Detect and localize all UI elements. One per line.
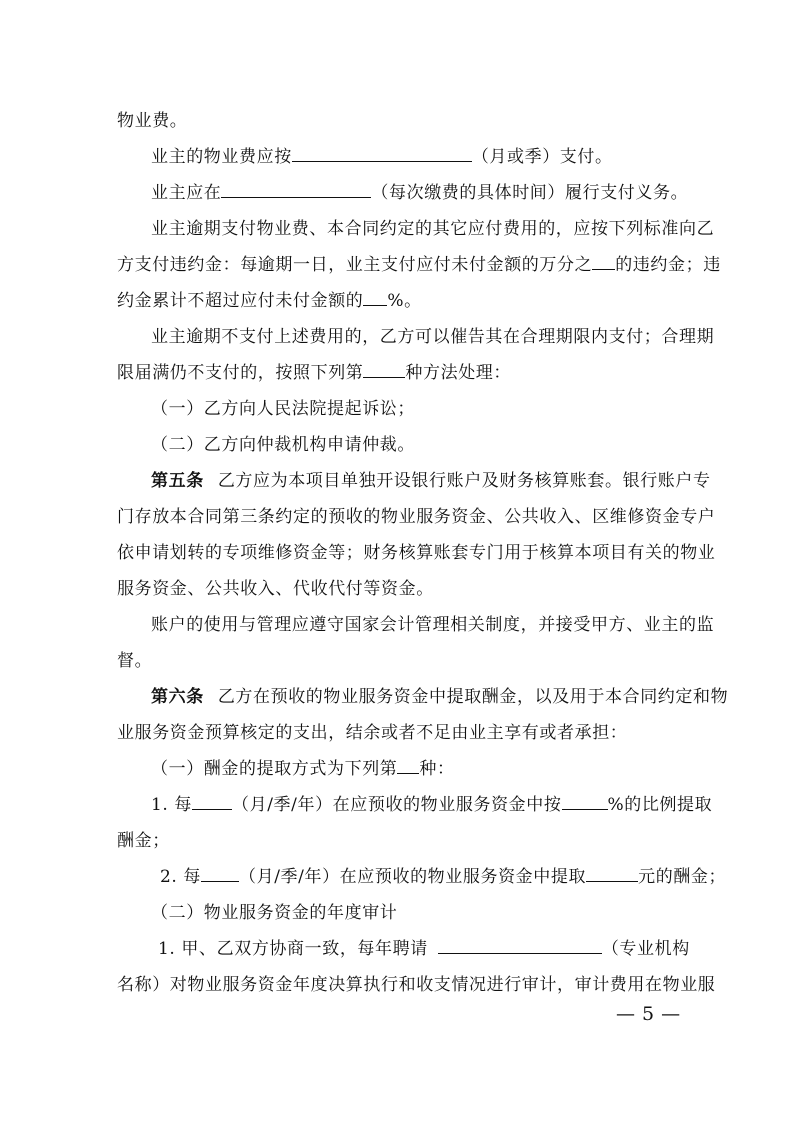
text-line: 名称）对物业服务资金年度决算执行和收支情况进行审计，审计费用在物业服 <box>117 975 716 995</box>
text-line: 1. 每 （月/季/年）在应预收的物业服务资金中按 %的比例提取 <box>151 795 713 815</box>
blank-field <box>192 794 232 810</box>
page-number: — 5 — <box>616 1003 681 1025</box>
text-line: 业主逾期不支付上述费用的，乙方可以催告其在合理期限内支付；合理期 <box>151 327 715 347</box>
blank-field <box>592 254 615 270</box>
text-line: 2. 每 （月/季/年）在应预收的物业服务资金中提取 元的酬金； <box>160 867 727 887</box>
text-line: 第五条 乙方应为本项目单独开设银行账户及财务核算账套。银行账户专 <box>151 471 711 491</box>
blank-field <box>397 758 419 774</box>
blank-field <box>292 146 472 162</box>
text-line: 业主应在 （每次缴费的具体时间）履行支付义务。 <box>151 183 689 203</box>
text-line: 酬金； <box>117 831 170 851</box>
text-line: 服务资金、公共收入、代收代付等资金。 <box>117 579 434 599</box>
text-line: （二）乙方向仲裁机构申请仲裁。 <box>151 435 415 455</box>
text-line: 约金累计不超过应付未付金额的 %。 <box>117 291 422 311</box>
blank-field <box>438 938 602 954</box>
blank-field <box>586 866 638 882</box>
text-line: 业服务资金预算核定的支出，结余或者不足由业主享有或者承担： <box>117 723 628 743</box>
text-line: 门存放本合同第三条约定的预收的物业服务资金、公共收入、区维修资金专户 <box>117 507 716 527</box>
blank-field <box>363 290 387 306</box>
text-line: 账户的使用与管理应遵守国家会计管理相关制度，并接受甲方、业主的监 <box>151 615 715 635</box>
text-line: 物业费。 <box>117 111 188 131</box>
text-line: 1. 甲、乙双方协商一致，每年聘请 （专业机构 <box>158 939 690 959</box>
text-line: 业主的物业费应按 （月或季）支付。 <box>151 147 613 167</box>
text-line: 方支付违约金：每逾期一日，业主支付应付未付金额的万分之 的违约金；违 <box>117 255 721 275</box>
text-line: 限届满仍不支付的，按照下列第 种方法处理： <box>117 363 512 383</box>
text-line: （二）物业服务资金的年度审计 <box>151 903 398 923</box>
article-heading: 第五条 <box>151 471 204 491</box>
blank-field <box>363 362 405 378</box>
blank-field <box>201 866 239 882</box>
text-line: 第六条 乙方在预收的物业服务资金中提取酬金，以及用于本合同约定和物 <box>151 687 729 707</box>
text-line: 依申请划转的专项维修资金等；财务核算账套专门用于核算本项目有关的物业 <box>117 543 716 563</box>
blank-field <box>562 794 608 810</box>
text-line: 督。 <box>117 651 153 671</box>
article-heading: 第六条 <box>151 687 204 707</box>
text-line: （一）乙方向人民法院提起诉讼； <box>151 399 415 419</box>
text-line: （一）酬金的提取方式为下列第 种： <box>151 759 455 779</box>
text-line: 业主逾期支付物业费、本合同约定的其它应付费用的，应按下列标准向乙 <box>151 219 715 239</box>
blank-field <box>221 182 371 198</box>
